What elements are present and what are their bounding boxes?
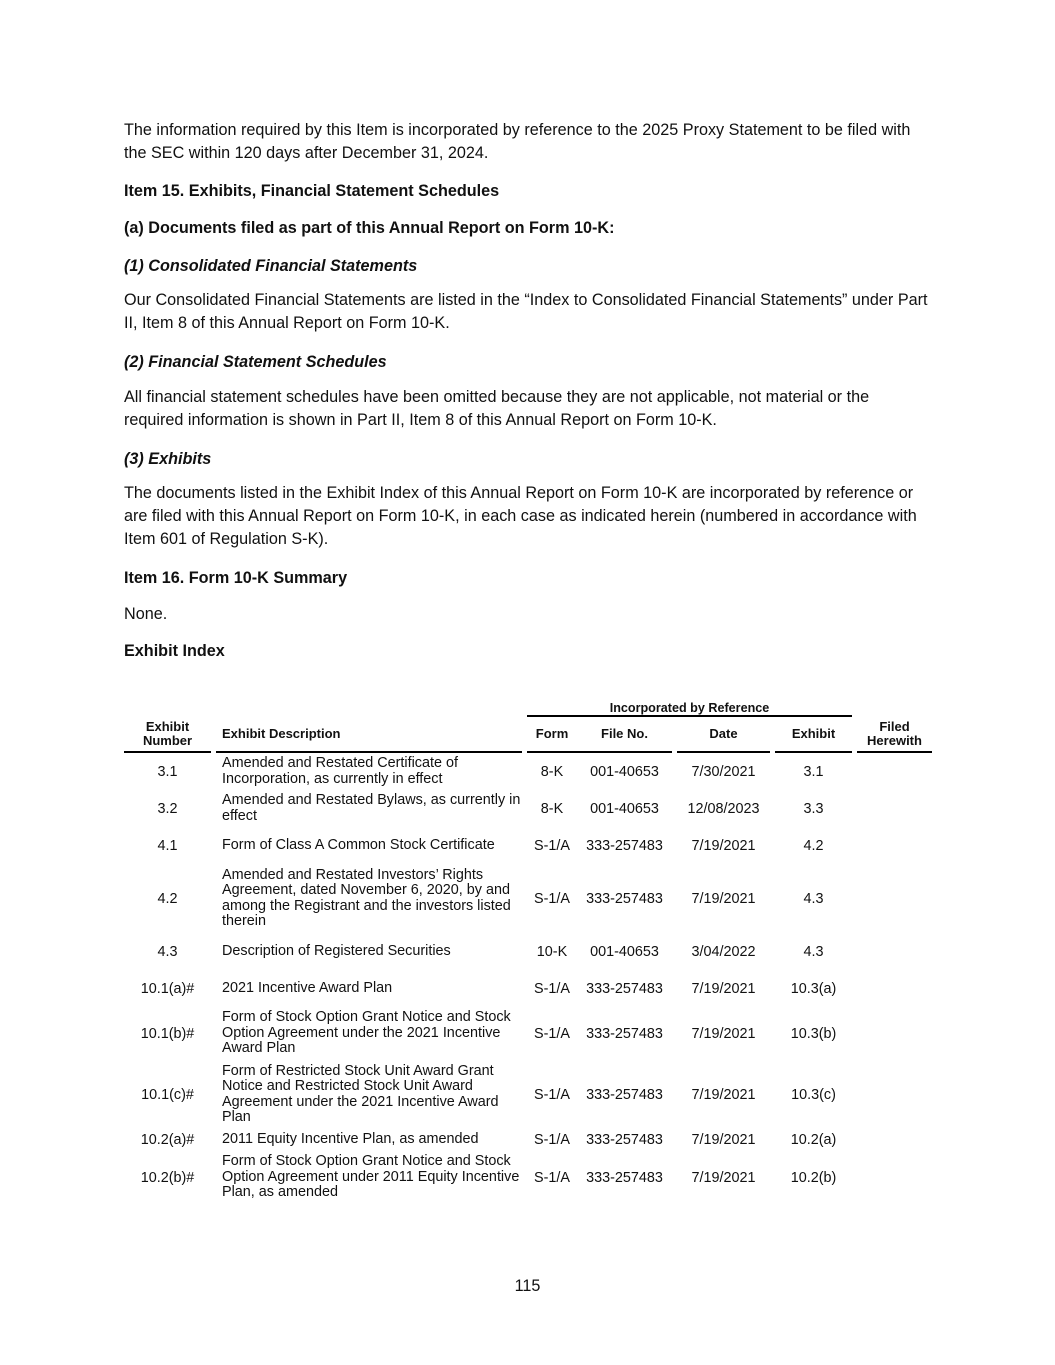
exhibit-cell: 3.1 [803,763,824,780]
sub1-paragraph: Our Consolidated Financial Statements are listed in the “Index to Consolidated Financial Statements” under Part II, Item 8 of this Annual Report on Form 10-K. [124,291,928,332]
filed-herewith-cell [857,1151,932,1204]
exhibit-cell: 3.3 [803,800,824,817]
exhibit-number-cell: 4.1 [157,837,178,854]
date-cell: 3/04/2022 [691,943,756,960]
col-filed-herewith: Filed Herewith [857,717,932,753]
table-row [124,933,932,970]
filed-herewith-cell [857,970,932,1007]
table-row [124,1129,932,1151]
exhibit-description-cell: 2011 Equity Incentive Plan, as amended [222,1131,479,1148]
exhibit-cell: 10.2(a) [790,1132,837,1148]
table-column-header-row [124,717,932,753]
exhibit-cell: 4.3 [803,943,824,960]
exhibit-number-cell: 10.1(c)# [141,1086,194,1103]
exhibit-cell: 10.3(c) [791,1086,836,1103]
exhibit-description-cell: 2021 Incentive Award Plan [222,979,393,996]
date-cell: 7/19/2021 [691,980,756,997]
file-no-cell: 333-257483 [586,1132,663,1148]
exhibit-description-cell: Form of Stock Option Grant Notice and Stock Option Agreement under 2011 Equity Incentive Plan, as amended [222,1153,520,1201]
form-cell: S-1/A [534,1169,570,1186]
date-cell: 7/19/2021 [691,837,756,854]
form-cell: S-1/A [534,980,570,997]
date-cell: 7/30/2021 [691,763,756,780]
filed-herewith-cell [857,753,932,790]
exhibit-description-cell: Amended and Restated Bylaws, as currently in effect [222,792,521,824]
sub1-heading: (1) Consolidated Financial Statements [124,257,418,275]
item16-heading: Item 16. Form 10-K Summary [124,569,348,587]
file-no-cell: 333-257483 [586,1169,663,1186]
intro-paragraph: The information required by this Item is incorporated by reference to the 2025 Proxy Statement to be filed with the SEC within 120 days after December 31, 2024. [124,121,911,162]
sub3-heading: (3) Exhibits [124,450,212,468]
filed-herewith-cell [857,1129,932,1151]
item15-heading: Item 15. Exhibits, Financial Statement Schedules [124,182,500,200]
exhibit-cell: 10.3(b) [790,1025,837,1042]
exhibit-number-cell: 10.1(a)# [140,980,195,997]
table-row [124,1060,932,1129]
file-no-cell: 333-257483 [586,1086,663,1103]
date-cell: 7/19/2021 [691,1169,756,1186]
form-cell: S-1/A [534,890,570,907]
incorporated-by-reference-header: Incorporated by Reference [527,681,852,717]
exhibit-number-cell: 10.2(a)# [140,1132,195,1148]
exhibit-description-cell: Form of Stock Option Grant Notice and Stock Option Agreement under the 2021 Incentive Award Plan [222,1009,511,1057]
exhibit-description-cell: Amended and Restated Investors’ Rights Agreement, dated November 6, 2020, by and among the Registrant and the investors listed therein [222,866,511,929]
exhibit-cell: 4.3 [803,890,824,907]
table-row [124,790,932,827]
form-cell: 8-K [540,763,564,780]
date-cell: 7/19/2021 [691,1086,756,1103]
file-no-cell: 001-40653 [590,943,659,960]
table-group-header-row [124,681,932,717]
file-no-cell: 333-257483 [586,1025,663,1042]
col-exhibit-number: Exhibit Number [124,717,211,753]
form-cell: S-1/A [534,1025,570,1042]
file-no-cell: 001-40653 [590,763,659,780]
form-cell: 8-K [540,800,564,817]
exhibit-number-cell: 3.2 [157,800,178,817]
form-cell: S-1/A [534,837,570,854]
date-cell: 12/08/2023 [687,800,760,817]
file-no-cell: 333-257483 [586,890,663,907]
sub2-paragraph: All financial statement schedules have been omitted because they are not applicable, not material or the required information is shown in Part II, Item 8 of this Annual Report on Form 10-K. [124,388,870,429]
col-exhibit: Exhibit [775,717,852,753]
exhibit-number-cell: 4.2 [157,890,178,907]
date-cell: 7/19/2021 [691,1132,756,1148]
filed-herewith-cell [857,827,932,864]
table-row [124,753,932,790]
table-row [124,827,932,864]
exhibit-number-cell: 4.3 [157,943,178,960]
exhibit-number-cell: 10.1(b)# [140,1025,195,1042]
exhibit-cell: 4.2 [803,837,824,854]
exhibit-index-table [124,681,932,1204]
filed-herewith-cell [857,1007,932,1060]
table-row [124,1151,932,1204]
file-no-cell: 333-257483 [586,837,663,854]
table-row [124,970,932,1007]
exhibit-number-cell: 3.1 [157,763,178,780]
exhibit-number-cell: 10.2(b)# [140,1169,195,1186]
exhibit-description-cell: Form of Restricted Stock Unit Award Grant Notice and Restricted Stock Unit Award Agreement under the 2021 Incentive Award Plan [222,1062,499,1125]
exhibit-cell: 10.3(a) [790,980,837,997]
sub3-paragraph: The documents listed in the Exhibit Index of this Annual Report on Form 10-K are incorporated by reference or are filed with this Annual Report on Form 10-K, in each case as indicated herein (numbered in accordance with Item 601 of Regulation S-K). [124,484,917,548]
col-date: Date [677,717,770,753]
sub2-heading: (2) Financial Statement Schedules [124,353,387,371]
col-exhibit-description: Exhibit Description [216,717,522,753]
item16-paragraph: None. [124,605,168,623]
form-cell: S-1/A [534,1086,570,1103]
exhibit-description-cell: Form of Class A Common Stock Certificate [222,836,495,853]
col-file-no: File No. [577,717,672,753]
filed-herewith-cell [857,864,932,933]
table-row [124,864,932,933]
exhibit-index-heading: Exhibit Index [124,642,225,660]
date-cell: 7/19/2021 [691,1025,756,1042]
exhibit-cell: 10.2(b) [790,1169,837,1186]
section-a-heading: (a) Documents filed as part of this Annual Report on Form 10-K: [124,219,615,237]
exhibit-description-cell: Description of Registered Securities [222,942,451,959]
form-cell: S-1/A [534,1132,570,1148]
table-row [124,1007,932,1060]
date-cell: 7/19/2021 [691,890,756,907]
filed-herewith-cell [857,790,932,827]
filed-herewith-cell [857,933,932,970]
page-number: 115 [514,1277,541,1295]
col-form: Form [527,717,577,753]
file-no-cell: 333-257483 [586,980,663,997]
file-no-cell: 001-40653 [590,800,659,817]
exhibit-description-cell: Amended and Restated Certificate of Incorporation, as currently in effect [222,755,458,787]
form-cell: 10-K [536,943,568,960]
filed-herewith-cell [857,1060,932,1129]
